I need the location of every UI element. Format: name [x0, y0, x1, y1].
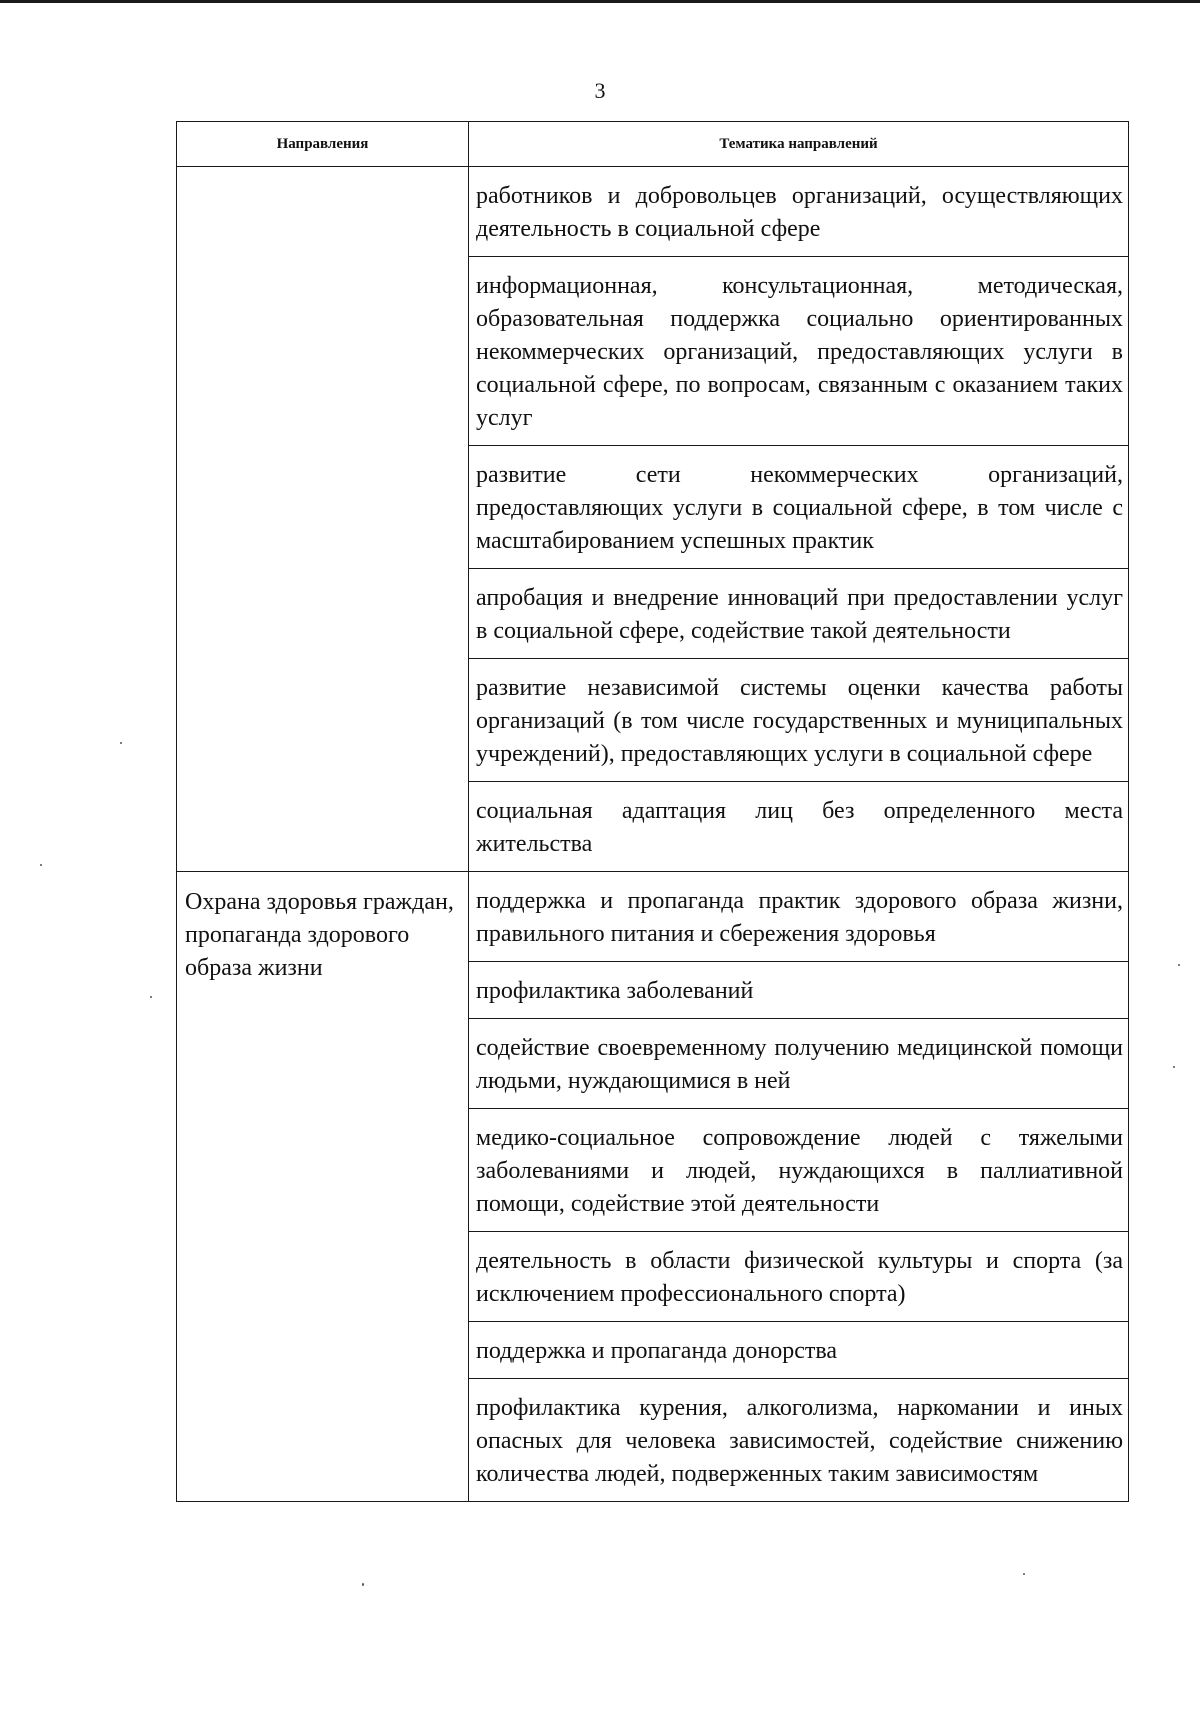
- scan-top-edge: [0, 0, 1200, 3]
- direction-cell: [177, 167, 469, 872]
- topic-cell: медико-социальное сопровождение людей с тяжелыми заболеваниями и людей, нуждающихся в паллиативной помощи, содействие этой деятельности: [469, 1109, 1129, 1232]
- table-row: [177, 167, 1129, 257]
- scan-speck: [1173, 1066, 1175, 1068]
- topic-cell: поддержка и пропаганда донорства: [469, 1322, 1129, 1379]
- topic-cell: профилактика курения, алкоголизма, наркомании и иных опасных для человека зависимостей, содействие снижению количества людей, подверженных таким зависимостям: [469, 1379, 1129, 1502]
- topic-cell: профилактика заболеваний: [469, 962, 1129, 1019]
- topic-cell: содействие своевременному получению медицинской помощи людьми, нуждающимися в ней: [469, 1019, 1129, 1109]
- scan-speck: [362, 1583, 364, 1586]
- topic-cell: развитие независимой системы оценки качества работы организаций (в том числе государственных и муниципальных учреждений), предоставляющих услуги в социальной сфере: [469, 659, 1129, 782]
- direction-cell: Охрана здоровья граждан, пропаганда здорового образа жизни: [177, 872, 469, 1502]
- header-directions: Направления: [177, 122, 469, 167]
- directions-table: [176, 121, 1129, 1502]
- page-number: 3: [594, 78, 606, 103]
- scan-speck: [1178, 964, 1180, 966]
- topic-cell: социальная адаптация лиц без определенного места жительства: [469, 782, 1129, 872]
- scan-speck: [1023, 1573, 1025, 1575]
- topic-cell: апробация и внедрение инноваций при предоставлении услуг в социальной сфере, содействие такой деятельности: [469, 569, 1129, 659]
- scan-speck: [120, 742, 122, 744]
- topic-cell: работников и добровольцев организаций, осуществляющих деятельность в социальной сфере: [469, 167, 1129, 257]
- table-header-row: [177, 122, 1129, 167]
- topic-cell: поддержка и пропаганда практик здорового образа жизни, правильного питания и сбережения здоровья: [469, 872, 1129, 962]
- topic-cell: развитие сети некоммерческих организаций, предоставляющих услуги в социальной сфере, в том числе с масштабированием успешных практик: [469, 446, 1129, 569]
- table-row: [177, 872, 1129, 962]
- header-topics: Тематика направлений: [469, 122, 1129, 167]
- topic-cell: информационная, консультационная, методическая, образовательная поддержка социально ориентированных некоммерческих организаций, предоставляющих услуги в социальной сфере, по вопросам, связанным с оказанием таких услуг: [469, 257, 1129, 446]
- scan-speck: [40, 864, 42, 866]
- scan-speck: [150, 996, 152, 998]
- topic-cell: деятельность в области физической культуры и спорта (за исключением профессионального спорта): [469, 1232, 1129, 1322]
